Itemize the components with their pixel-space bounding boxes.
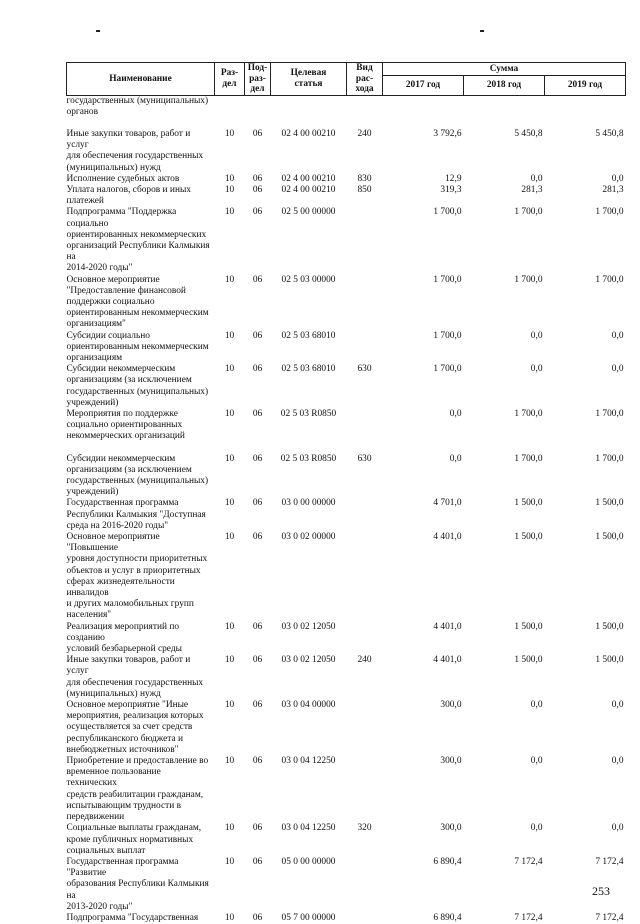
row-sum-2019: 1 700,0: [595, 207, 624, 218]
row-name-line: организациям: [66, 352, 123, 363]
table-row: [67, 913, 626, 924]
row-name-line: Реализация мероприятий по созданию: [66, 621, 180, 643]
row-subsection: 06: [252, 408, 263, 419]
row-target: 03 0 04 00000: [281, 700, 336, 711]
row-name: [67, 331, 215, 365]
row-name: [67, 823, 215, 857]
row-subsection: 06: [252, 700, 263, 711]
row-sum-2019: 281,3: [602, 184, 624, 195]
row-name: [67, 700, 215, 756]
row-name-line: передвижении: [66, 812, 125, 823]
row-sum-2019: 1 500,0: [595, 621, 624, 632]
row-subsection: 06: [252, 498, 263, 509]
row-sum-2019: [545, 95, 626, 118]
row-section: 10: [224, 173, 235, 184]
row-sum-2017: 1 700,0: [433, 364, 462, 375]
row-name-line: Субсидии социально: [66, 330, 150, 341]
row-name-line: Республики Калмыкия "Доступная: [66, 509, 206, 520]
row-target: 02 5 03 R0850: [280, 408, 337, 419]
row-section: 10: [224, 274, 235, 285]
table-row: [67, 95, 626, 118]
header-year-2017: 2017 год: [383, 76, 464, 95]
row-sum-2018: 281,3: [521, 184, 543, 195]
row-expense-type: [347, 275, 383, 331]
row-expense-type: [347, 498, 383, 532]
row-sum-2018: 1 500,0: [514, 621, 543, 632]
row-sum-2018: 1 500,0: [514, 655, 543, 666]
row-name: [67, 129, 215, 174]
row-expense-type: 630: [357, 453, 372, 464]
header-year-2018: 2018 год: [464, 76, 545, 95]
row-name-line: и других маломобильных групп: [66, 599, 194, 610]
row-sum-2019: 1 500,0: [595, 498, 624, 509]
row-name-line: государственных (муниципальных): [66, 476, 209, 486]
row-section: 10: [224, 856, 235, 867]
row-sum-2019: 5 450,8: [595, 128, 624, 139]
row-expense-type: 630: [357, 364, 372, 375]
scan-mark-left: [96, 30, 100, 32]
row-sum-2018: 0,0: [530, 700, 543, 711]
row-target: [271, 95, 347, 118]
row-subsection: 06: [252, 912, 263, 923]
row-sum-2017: 300,0: [440, 700, 462, 711]
row-name-line: государственных (муниципальных): [66, 386, 209, 397]
row-expense-type: [347, 756, 383, 823]
table-row: [67, 700, 626, 756]
row-expense-type: 240: [357, 128, 372, 139]
row-sum-2017: 300,0: [440, 756, 462, 767]
row-section: 10: [224, 655, 235, 666]
row-name-line: ориентированным некоммерческим: [66, 308, 209, 319]
row-target: 02 5 03 68010: [281, 364, 336, 375]
row-sum-2017: 4 401,0: [433, 655, 462, 666]
row-name: [67, 913, 215, 924]
row-name-line: социально ориентированных: [66, 420, 183, 431]
row-subsection: 06: [252, 274, 263, 285]
row-sum-2017: 1 700,0: [433, 207, 462, 218]
row-expense-type: 830: [357, 173, 372, 184]
row-subsection: 06: [252, 207, 263, 218]
row-name-line: временное пользование технических: [66, 767, 161, 789]
table-row: [67, 174, 626, 185]
row-subsection: 06: [252, 173, 263, 184]
row-subsection: 06: [252, 184, 263, 195]
row-section: 10: [224, 912, 235, 923]
row-target: 03 0 04 12250: [281, 823, 336, 834]
row-section: 10: [224, 823, 235, 834]
row-name-line: Мероприятия по поддержке: [66, 408, 178, 419]
row-name-line: Государственная программа: [66, 498, 179, 509]
row-name-line: социальных выплат: [66, 845, 146, 856]
row-sum-2018: 1 500,0: [514, 498, 543, 509]
row-sum-2017: 6 890,4: [433, 912, 462, 923]
row-name-line: учреждений): [66, 397, 119, 408]
row-expense-type: [347, 700, 383, 756]
table-row: [67, 655, 626, 700]
row-sum-2018: 0,0: [530, 823, 543, 834]
row-name-line: населения": [66, 610, 112, 621]
row-expense-type: [347, 532, 383, 622]
row-section: [215, 95, 245, 118]
header-subsection: Под- раз- дел: [245, 63, 271, 96]
row-target: 02 4 00 00210: [281, 173, 336, 184]
row-name: [67, 275, 215, 331]
row-name-line: Подпрограмма "Государственная: [66, 912, 199, 923]
row-name-line: 2013-2020 годы": [66, 901, 133, 912]
row-sum-2019: 7 172,4: [595, 856, 624, 867]
row-name-line: средств реабилитации гражданам,: [66, 789, 204, 800]
row-sum-2017: 6 890,4: [433, 856, 462, 867]
row-name-line: организациям (за исключением: [66, 375, 192, 386]
row-name-line: среда на 2016-2020 годы": [66, 520, 169, 531]
row-name: [67, 655, 215, 700]
row-name-line: осуществляется за счет средств: [66, 722, 193, 733]
page-number: 253: [592, 884, 610, 898]
row-sum-2019: 0,0: [611, 756, 624, 767]
row-name-line: "Предоставление финансовой: [66, 285, 186, 296]
row-section: 10: [224, 453, 235, 464]
row-sum-2019: 1 700,0: [595, 453, 624, 464]
row-target: 02 5 03 00000: [281, 274, 336, 285]
row-expense-type: [347, 913, 383, 924]
row-name-line: ориентированных некоммерческих: [66, 229, 207, 240]
row-name: [67, 174, 215, 185]
row-sum-2019: 0,0: [611, 700, 624, 711]
row-name-line: Уплата налогов, сборов и иных: [66, 184, 191, 195]
table-row: [67, 622, 626, 656]
row-name-line: некоммерческих организаций: [66, 431, 185, 442]
row-name-line: государственных (муниципальных): [66, 95, 209, 106]
row-subsection: 06: [252, 621, 263, 632]
row-name-line: органов: [66, 106, 99, 117]
row-name: [67, 532, 215, 622]
row-gap: [67, 443, 626, 454]
row-subsection: 06: [252, 856, 263, 867]
row-expense-type: [347, 409, 383, 443]
row-expense-type: 320: [357, 823, 372, 834]
row-name-line: организациям": [66, 319, 126, 330]
table-row: [67, 756, 626, 823]
row-name: [67, 95, 215, 118]
row-name-line: образования Республики Калмыкия на: [66, 879, 209, 901]
row-subsection: 06: [252, 532, 263, 543]
row-expense-type: [347, 207, 383, 274]
row-name-line: уровня доступности приоритетных: [66, 554, 208, 565]
row-name-line: условий безбарьерной среды: [66, 644, 182, 655]
row-name-line: Иные закупки товаров, работ и услуг: [66, 655, 191, 677]
row-sum-2018: 7 172,4: [514, 912, 543, 923]
row-subsection: 06: [252, 330, 263, 341]
row-sum-2018: 0,0: [530, 364, 543, 375]
row-target: 03 0 00 00000: [281, 498, 336, 509]
row-name-line: Субсидии некоммерческим: [66, 364, 176, 375]
row-sum-2017: [383, 95, 464, 118]
row-sum-2018: 1 700,0: [514, 408, 543, 419]
row-name: [67, 454, 215, 499]
row-subsection: 06: [252, 128, 263, 139]
row-name-line: Субсидии некоммерческим: [66, 453, 176, 464]
row-target: 03 0 02 12050: [281, 655, 336, 666]
row-subsection: 06: [252, 364, 263, 375]
row-sum-2018: 7 172,4: [514, 856, 543, 867]
header-year-2019: 2019 год: [545, 76, 626, 95]
row-sum-2019: 0,0: [611, 330, 624, 341]
row-sum-2017: 4 701,0: [433, 498, 462, 509]
row-sum-2019: 1 700,0: [595, 408, 624, 419]
row-sum-2019: 0,0: [611, 364, 624, 375]
row-name: [67, 364, 215, 409]
row-sum-2018: 0,0: [530, 330, 543, 341]
row-section: 10: [224, 498, 235, 509]
row-sum-2018: 1 700,0: [514, 453, 543, 464]
budget-table: [66, 62, 626, 924]
row-name-line: Государственная программа "Развитие: [66, 856, 179, 879]
row-name-line: испытывающим трудности в: [66, 800, 181, 811]
row-name-line: 2014-2020 годы": [66, 263, 133, 274]
row-expense-type: [347, 622, 383, 656]
row-name-line: (муниципальных) нужд: [66, 688, 161, 699]
row-sum-2017: 4 401,0: [433, 532, 462, 543]
row-subsection: [245, 95, 271, 118]
row-name-line: Основное мероприятие "Иные: [66, 700, 189, 711]
row-name: [67, 756, 215, 823]
row-name-line: объектов и услуг в приоритетных: [66, 565, 201, 576]
row-subsection: 06: [252, 823, 263, 834]
row-expense-type: [347, 95, 383, 118]
row-section: 10: [224, 408, 235, 419]
row-target: 02 4 00 00210: [281, 184, 336, 195]
row-name: [67, 207, 215, 274]
row-sum-2019: 0,0: [611, 173, 624, 184]
row-sum-2018: 1 700,0: [514, 274, 543, 285]
row-name-line: Исполнение судебных актов: [66, 173, 180, 184]
row-name-line: ориентированным некоммерческим: [66, 341, 209, 352]
row-section: 10: [224, 756, 235, 767]
table-row: [67, 823, 626, 857]
row-name-line: кроме публичных нормативных: [66, 834, 194, 845]
header-target: Целевая статья: [271, 63, 347, 96]
row-sum-2017: 300,0: [440, 823, 462, 834]
row-sum-2017: 0,0: [449, 408, 462, 419]
row-name-line: для обеспечения государственных: [66, 151, 204, 162]
row-section: 10: [224, 621, 235, 632]
row-target: 05 0 00 00000: [281, 856, 336, 867]
row-sum-2019: 1 700,0: [595, 274, 624, 285]
row-name: [67, 409, 215, 443]
row-sum-2018: 0,0: [530, 756, 543, 767]
row-sum-2017: 3 792,6: [433, 128, 462, 139]
row-name-line: Иные закупки товаров, работ и услуг: [66, 128, 191, 151]
row-name-line: Приобретение и предоставление во: [66, 756, 209, 767]
row-target: 02 4 00 00210: [281, 128, 336, 139]
scan-mark-right: [480, 30, 484, 32]
row-sum-2017: 4 401,0: [433, 621, 462, 632]
row-target: 03 0 02 12050: [281, 621, 336, 632]
row-sum-2018: 1 500,0: [514, 532, 543, 543]
row-subsection: 06: [252, 655, 263, 666]
row-name: [67, 622, 215, 656]
row-section: 10: [224, 700, 235, 711]
row-sum-2017: 12,9: [445, 173, 462, 184]
table-row: [67, 129, 626, 174]
row-sum-2018: 5 450,8: [514, 128, 543, 139]
table-row: [67, 454, 626, 499]
row-name-line: сферах жизнедеятельности инвалидов: [66, 576, 175, 599]
row-target: 02 5 00 00000: [281, 207, 336, 218]
row-sum-2017: 319,3: [440, 184, 462, 195]
row-sum-2019: 0,0: [611, 823, 624, 834]
row-target: 03 0 04 12250: [281, 756, 336, 767]
row-name-line: для обеспечения государственных: [66, 677, 204, 688]
row-subsection: 06: [252, 453, 263, 464]
row-name-line: Социальные выплаты гражданам,: [66, 823, 202, 834]
row-sum-2018: 0,0: [530, 173, 543, 184]
row-name-line: организациям (за исключением: [66, 464, 192, 475]
row-target: 03 0 02 00000: [281, 532, 336, 543]
row-name-line: внебюджетных источников": [66, 744, 179, 755]
table-row: [67, 185, 626, 207]
header-name: Наименование: [67, 63, 215, 96]
table-row: [67, 207, 626, 274]
table-header: [67, 63, 626, 96]
row-section: 10: [224, 532, 235, 543]
header-expense-type: Вид рас- хода: [347, 63, 383, 96]
row-name-line: Основное мероприятие "Повышение: [66, 532, 160, 554]
row-sum-2019: 1 500,0: [595, 655, 624, 666]
header-section: Раз- дел: [215, 63, 245, 96]
row-expense-type: [347, 331, 383, 365]
row-target: 05 7 00 00000: [281, 912, 336, 923]
row-expense-type: 240: [357, 655, 372, 666]
row-name-line: поддержки социально: [66, 296, 155, 307]
row-target: 02 5 03 R0850: [280, 453, 337, 464]
row-name-line: платежей: [66, 196, 104, 207]
row-sum-2019: 1 500,0: [595, 532, 624, 543]
row-section: 10: [224, 207, 235, 218]
row-sum-2018: 1 700,0: [514, 207, 543, 218]
row-expense-type: 850: [357, 184, 372, 195]
table-row: [67, 532, 626, 622]
header-sum: Сумма: [383, 63, 626, 76]
row-section: 10: [224, 364, 235, 375]
row-target: 02 5 03 68010: [281, 330, 336, 341]
row-sum-2017: 1 700,0: [433, 330, 462, 341]
row-name-line: республиканского бюджета и: [66, 733, 184, 744]
row-name-line: учреждений): [66, 487, 119, 498]
row-name: [67, 498, 215, 532]
table-row: [67, 275, 626, 331]
row-gap: [67, 118, 626, 129]
table-row: [67, 409, 626, 443]
row-sum-2019: 7 172,4: [595, 912, 624, 923]
table-row: [67, 498, 626, 532]
row-section: 10: [224, 128, 235, 139]
row-subsection: 06: [252, 756, 263, 767]
table-body: [67, 95, 626, 924]
row-name-line: мероприятия, реализация которых: [66, 711, 204, 722]
table-row: [67, 364, 626, 409]
row-sum-2018: [464, 95, 545, 118]
row-section: 10: [224, 184, 235, 195]
row-sum-2017: 1 700,0: [433, 274, 462, 285]
table-row: [67, 331, 626, 365]
row-name-line: (муниципальных) нужд: [66, 162, 161, 173]
row-name: [67, 185, 215, 207]
row-name-line: Основное мероприятие: [66, 274, 160, 285]
row-name-line: организаций Республики Калмыкия на: [66, 240, 210, 263]
row-name-line: Подпрограмма "Поддержка социально: [66, 207, 177, 229]
row-sum-2017: 0,0: [449, 453, 462, 464]
row-section: 10: [224, 330, 235, 341]
